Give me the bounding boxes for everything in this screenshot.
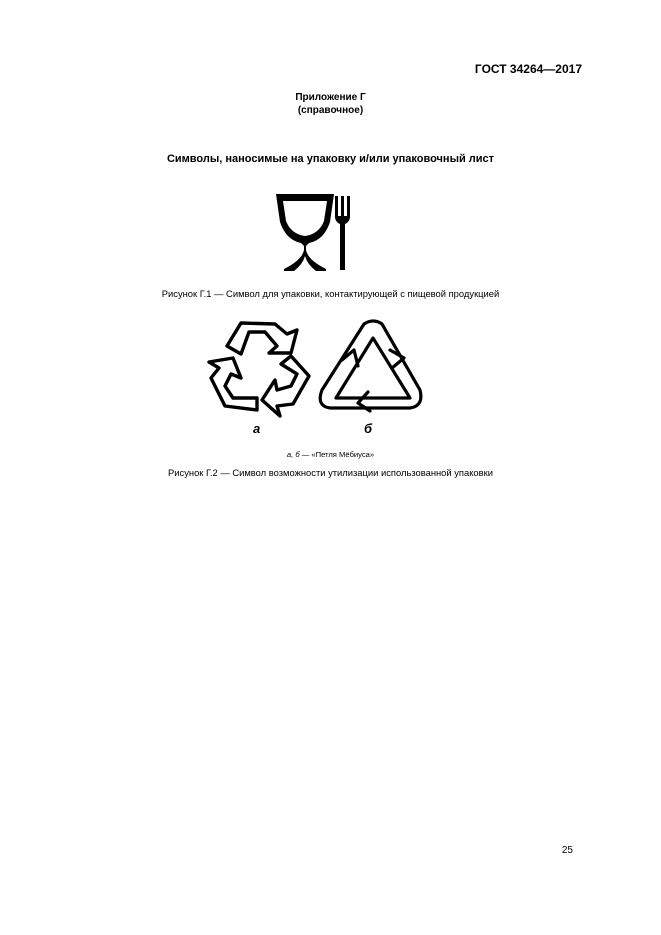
- figure-2-label-a: а: [253, 421, 261, 436]
- figure-2-note-text: — «Петля Мёбиуса»: [299, 450, 375, 459]
- glass-and-fork-icon: [270, 190, 360, 275]
- appendix-title: Приложение Г: [295, 92, 366, 103]
- recycling-arrows-icon: [205, 318, 313, 414]
- figure-1-caption: Рисунок Г.1 — Символ для упаковки, контактирующей с пищевой продукцией: [161, 288, 500, 299]
- page-number: 25: [561, 845, 573, 856]
- section-title: Символы, наносимые на упаковку и/или упаковочный лист: [166, 153, 495, 165]
- appendix-note: (справочное): [297, 105, 364, 116]
- figure-2-note-letters: а, б: [286, 450, 300, 459]
- figure-2-note: [0, 450, 661, 459]
- document-code: ГОСТ 34264—2017: [474, 62, 582, 76]
- figure-2-caption: Рисунок Г.2 — Символ возможности утилизации использованной упаковки: [168, 467, 493, 478]
- figure-2-label-b: б: [364, 421, 373, 436]
- mobius-loop-triangle-icon: [318, 318, 428, 412]
